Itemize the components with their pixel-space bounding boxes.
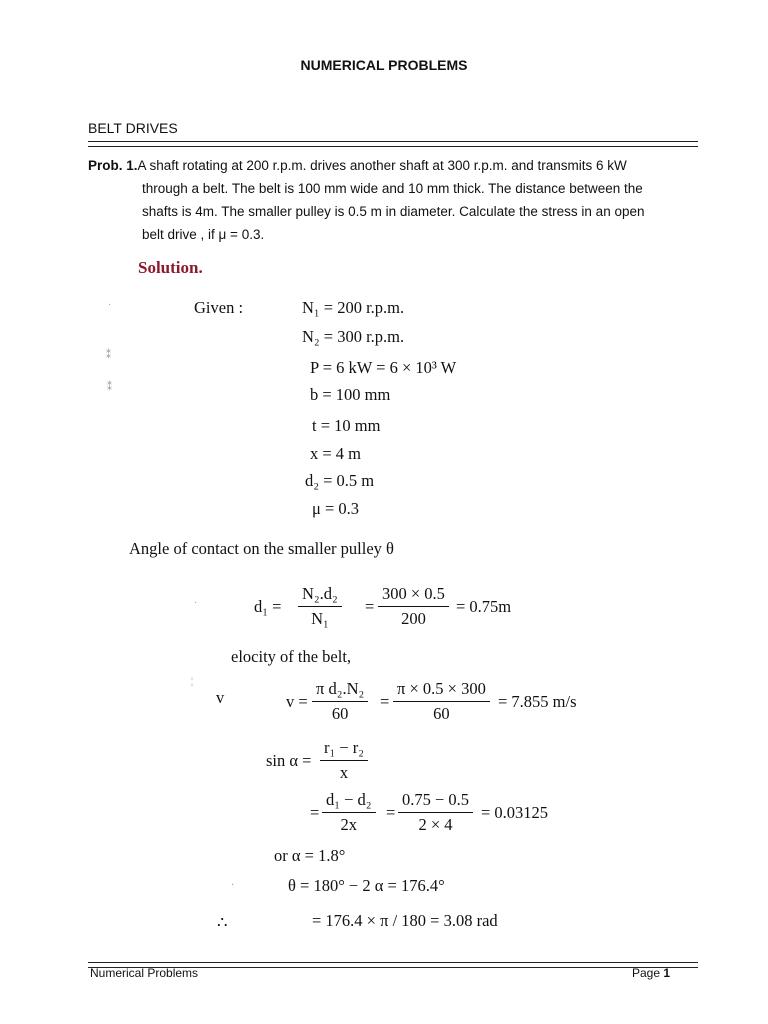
sin2-den-2: 2 × 4 [418,815,453,834]
given-n2: N₂ = 300 r.p.m. [302,327,405,346]
given-width: b = 100 mm [310,385,391,404]
scan-speck: ¦ [191,676,194,687]
d1-fraction-2 [378,584,449,629]
problem-line-2: through a belt. The belt is 100 mm wide and 10 mm thick. The distance between the [142,181,643,196]
d1-den-2: 200 [401,609,426,628]
sin2-num-2: 0.75 − 0.5 [398,790,473,813]
velocity-mark: v [216,688,225,707]
page-number-value: 1 [663,966,671,980]
v-den-1: 60 [331,704,349,723]
given-d2: d₂ = 0.5 m [305,471,375,490]
d1-fraction-1 [298,584,342,629]
alpha-line: or α = 1.8° [274,846,346,865]
scan-speck: ⁑ [107,382,112,393]
given-distance: x = 4 m [310,444,362,463]
d1-eq: = [365,597,375,616]
footer-title: Numerical Problems [90,966,199,980]
sin2-eq2: = [386,803,396,822]
sin-den: x [339,763,349,782]
sin-num: r₁ − r₂ [320,738,368,761]
problem-label: Prob. 1. [88,158,138,173]
sin2-num-1: d₁ − d₂ [322,790,376,813]
scan-speck: · [231,880,235,891]
scan-speck: ⁑ [106,350,111,361]
scan-speck: · [108,300,112,311]
velocity-heading: elocity of the belt, [231,647,352,666]
theta-rad-line: = 176.4 × π / 180 = 3.08 rad [312,911,498,930]
angle-heading: Angle of contact on the smaller pulley θ [129,539,394,558]
problem-text-1: A shaft rotating at 200 r.p.m. drives another shaft at 300 r.p.m. and transmits 6 kW [137,158,627,173]
v-den-2: 60 [433,704,450,723]
theta-line: θ = 180° − 2 α = 176.4° [288,876,445,895]
solution-heading: Solution. [138,258,203,277]
v-fraction-1 [312,679,368,724]
sin2-fraction-1 [322,790,376,835]
sin2-den-1: 2x [340,815,358,834]
problem-line-3: shafts is 4m. The smaller pulley is 0.5 m in diameter. Calculate the stress in an open [142,204,645,219]
scan-speck: · [194,598,198,609]
problem-line-1 [88,154,627,177]
d1-den-1: N₁ [311,609,329,628]
page-number [632,966,670,980]
problem-line-4: belt drive , if μ = 0.3. [142,227,265,242]
v-result: = 7.855 m/s [498,692,577,711]
d1-num-1: N₂.d₂ [298,584,342,607]
given-power: P = 6 kW = 6 × 10³ W [310,358,457,377]
d1-lhs: d₁ = [254,597,282,616]
sin-lhs: sin α = [266,751,312,770]
header-divider [88,141,698,147]
section-heading: BELT DRIVES [88,120,178,136]
page-label: Page [632,966,661,980]
given-mu: μ = 0.3 [312,499,360,518]
given-thickness: t = 10 mm [312,416,381,435]
therefore-symbol: ∴ [217,913,228,932]
sin-fraction [320,738,368,783]
v-lhs: v = [286,692,308,711]
v-num-2: π × 0.5 × 300 [393,679,490,702]
sin2-fraction-2 [398,790,473,835]
v-fraction-2 [393,679,490,724]
v-num-1: π d₂.N₂ [312,679,368,702]
given-n1: N₁ = 200 r.p.m. [302,298,405,317]
page-title: NUMERICAL PROBLEMS [300,57,468,73]
given-label: Given : [194,298,244,317]
v-eq: = [380,692,390,711]
d1-result: = 0.75m [456,597,512,616]
sin2-result: = 0.03125 [481,803,549,822]
sin2-eq: = [310,803,320,822]
d1-num-2: 300 × 0.5 [378,584,449,607]
